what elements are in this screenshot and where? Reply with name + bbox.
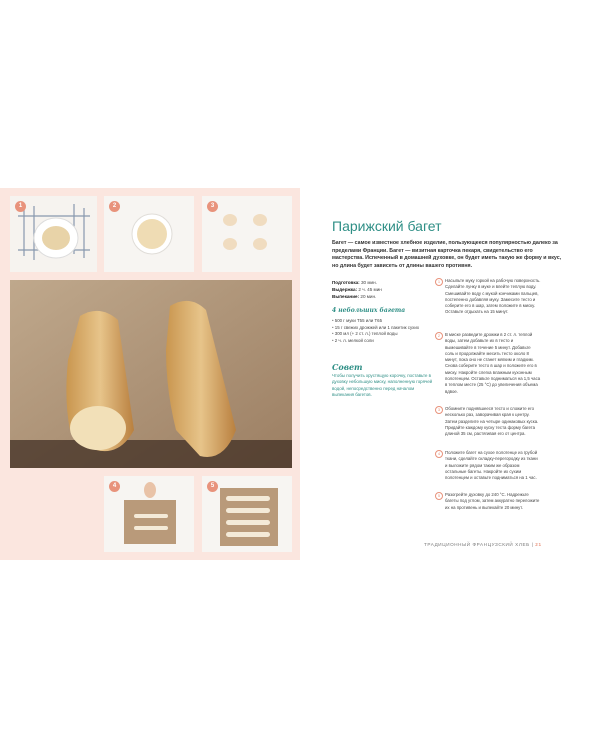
footer-section: ТРАДИЦИОННЫЙ ФРАНЦУЗСКИЙ ХЛЕБ (424, 542, 530, 547)
page-number: 21 (535, 542, 542, 547)
main-baguette-photo (10, 280, 292, 468)
step-text: Обомните поднявшееся тесто и сложите его несколько раз, заворачивая края к центру. Затем разделите на четыре одинаковых куска. Придайте каждому куску теста форму багета длиной 35 см, растягивая его от центра. (445, 406, 539, 437)
bake-time-value: 20 мин. (360, 294, 377, 300)
proof-time-row (332, 286, 432, 293)
baguettes-illustration (10, 280, 292, 468)
ingredients-list (332, 318, 437, 344)
step-text: Насыпьте муку горкой на рабочую поверхность. Сделайте лунку в муке и влейте теплую воду. Смешивайте воду с мукой кончиками пальцев, постепенно добавляя муку. Замесите тесто и соберите его в шар, затем положите в миску. Оставьте отдыхать на 15 минут. (445, 278, 541, 315)
proof-time-value: 2 ч. 45 мин (358, 287, 382, 293)
step-4-photo (104, 476, 194, 552)
step-number: 4 (435, 450, 443, 458)
bake-time-label: Выпекание: (332, 294, 360, 300)
step-number: 3 (435, 406, 443, 414)
step-text: В миске разведите дрожжи в 2 ст. л. теплой воды, затем добавьте их в тесто и вымешивайте в течение 5 минут. Добавьте соль и продолжайте месить тесто около 8 минут, пока оно не станет мягким и гладким. Снова соберите тесто в шар и положите его в миску. Накройте слегка влажным кухонным полотенцем. Оставьте подниматься на 1,5 часа в теплом месте (25 °C) до увеличения объема вдвое. (445, 332, 541, 394)
footer-separator: | (529, 542, 536, 547)
step-text: Положите багет на сухое полотенце из грубой ткани, сделайте складку-перегородку из ткани и выложите рядом таким же образом остальные багеты. Накройте их сухим полотенцем и оставьте подниматься на 1 час. (445, 450, 538, 481)
step-number: 1 (435, 278, 443, 286)
step-3-photo (202, 196, 292, 272)
step-5-photo (202, 476, 292, 552)
recipe-timing (332, 279, 432, 301)
step-1-photo (10, 196, 97, 272)
step-number-badge: 3 (207, 201, 218, 212)
proof-time-label: Выдержка: (332, 287, 358, 293)
step-text: Разогрейте духовку до 240 °C. Надрежьте багеты под углом, затем аккуратно переложите их на противень и выпекайте 20 минут. (445, 492, 540, 510)
bake-time-row (332, 293, 432, 300)
recipe-title: Парижский багет (332, 218, 442, 234)
ingredients-heading: 4 небольших багета (332, 307, 406, 314)
tip-text: Чтобы получить хрустящую корочку, поставьте в духовку небольшую миску, наполненную горячей водой, непосредственно перед началом выпекания багетов. (332, 373, 433, 398)
prep-time-value: 30 мин. (361, 280, 377, 285)
step-number-badge: 2 (109, 201, 120, 212)
step-number-badge: 4 (109, 481, 120, 492)
step-number-badge: 5 (207, 481, 218, 492)
ingredient-item: • 300 мл (+ 2 ст. л.) теплой воды (332, 331, 437, 338)
page-footer (424, 542, 542, 547)
recipe-intro: Багет — самое известное хлебное изделие, пользующееся популярностью далеко за пределами Франции. Багет — визитная карточка пекаря, свидетельство его мастерства. Испеченный в домашней духовке, он будет иметь такую же форму и вкус, но длина будет зависеть от длины вашего противня. (332, 240, 562, 269)
prep-time-label: Подготовка: (332, 280, 360, 285)
ingredient-item: • 15 г свежих дрожжей или 1 пакетик сухих (332, 325, 437, 332)
tip-heading: Совет (332, 362, 363, 372)
step-number-badge: 1 (15, 201, 26, 212)
step-number: 2 (435, 332, 443, 340)
ingredient-item: • 500 г муки Т55 или Т65 (332, 318, 437, 325)
prep-time-row (332, 279, 432, 286)
step-number: 5 (435, 492, 443, 500)
ingredient-item: • 2 ч. л. мелкой соли (332, 338, 437, 345)
step-2-photo (104, 196, 194, 272)
